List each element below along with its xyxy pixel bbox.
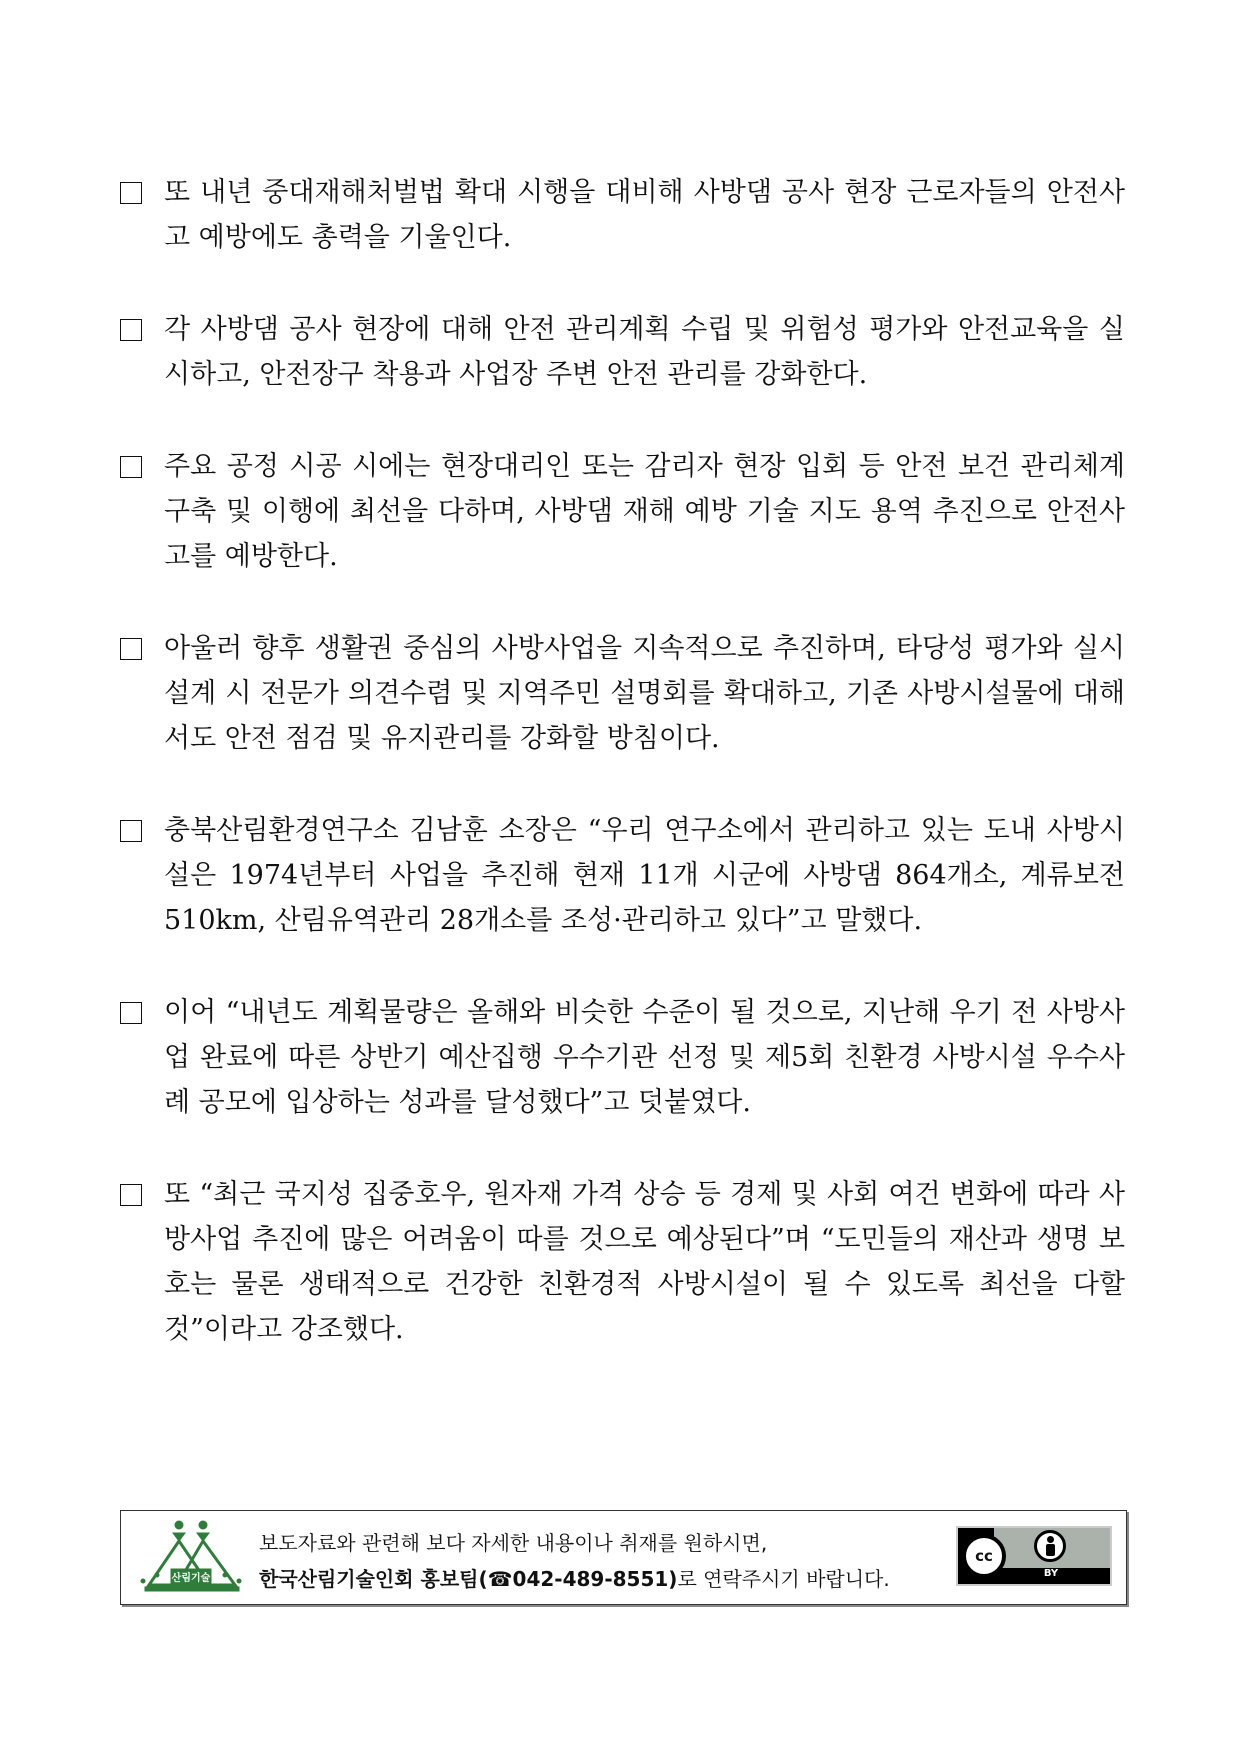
paragraph-text: 또 내년 중대재해처벌법 확대 시행을 대비해 사방댐 공사 현장 근로자들의 안전사고 예방에도 총력을 기울인다. [164,177,1125,253]
checkbox-bullet-icon [120,182,142,204]
paragraph [120,307,1125,397]
contact-team-phone: 한국산림기술인회 홍보팀(☎042-489-8551) [259,1567,678,1591]
paragraph [120,990,1125,1125]
contact-footer [120,1510,1127,1605]
paragraph-text: 또 “최근 국지성 집중호우, 원자재 가격 상승 등 경제 및 사회 여건 변화에 따라 사방사업 추진에 많은 어려움이 따를 것으로 예상된다”며 “도민들의 재산과 생명 보호는 물론 생태적으로 건강한 친환경적 사방시설이 될 수 있도록 최선을 다할 것”이라고 강조했다. [164,1179,1125,1345]
paragraph-text: 각 사방댐 공사 현장에 대해 안전 관리계획 수립 및 위험성 평가와 안전교육을 실시하고, 안전장구 착용과 사업장 주변 안전 관리를 강화한다. [164,314,1125,390]
creative-commons-by-badge [956,1526,1112,1586]
paragraph-text: 주요 공정 시공 시에는 현장대리인 또는 감리자 현장 입회 등 안전 보건 관리체계 구축 및 이행에 최선을 다하며, 사방댐 재해 예방 기술 지도 용역 추진으로 안전사고를 예방한다. [164,451,1125,572]
contact-line-2 [259,1561,890,1597]
checkbox-bullet-icon [120,1002,142,1024]
paragraph-text: 충북산림환경연구소 김남훈 소장은 “우리 연구소에서 관리하고 있는 도내 사방시설은 1974년부터 사업을 추진해 현재 11개 시군에 사방댐 864개소, 계류보전 510km, 산림유역관리 28개소를 조성·관리하고 있다”고 말했다. [164,815,1125,936]
paragraph-text: 이어 “내년도 계획물량은 올해와 비슷한 수준이 될 것으로, 지난해 우기 전 사방사업 완료에 따른 상반기 예산집행 우수기관 선정 및 제5회 친환경 사방시설 우수사례 공모에 입상하는 성과를 달성했다”고 덧붙였다. [164,997,1125,1118]
attribution-person-icon [1034,1530,1066,1562]
forestry-association-logo-icon [137,1519,245,1597]
paragraph-text: 아울러 향후 생활권 중심의 사방사업을 지속적으로 추진하며, 타당성 평가와 실시설계 시 전문가 의견수렴 및 지역주민 설명회를 확대하고, 기존 사방시설물에 대해서도 안전 점검 및 유지관리를 강화할 방침이다. [164,633,1125,754]
checkbox-bullet-icon [120,456,142,478]
cc-icon: cc [962,1534,1006,1578]
checkbox-bullet-icon [120,319,142,341]
paragraph [120,1172,1125,1352]
paragraph [120,444,1125,579]
paragraph [120,170,1125,260]
contact-text [259,1525,890,1597]
contact-line-2-rest: 로 연락주시기 바랍니다. [677,1567,890,1591]
checkbox-bullet-icon [120,638,142,660]
checkbox-bullet-icon [120,820,142,842]
paragraph [120,808,1125,943]
by-label: BY [1043,1568,1059,1579]
contact-line-1: 보도자료와 관련해 보다 자세한 내용이나 취재를 원하시면, [259,1531,768,1555]
press-release-body [120,170,1125,1399]
checkbox-bullet-icon [120,1184,142,1206]
paragraph [120,626,1125,761]
svg-text:산림기술: 산림기술 [171,1573,211,1584]
